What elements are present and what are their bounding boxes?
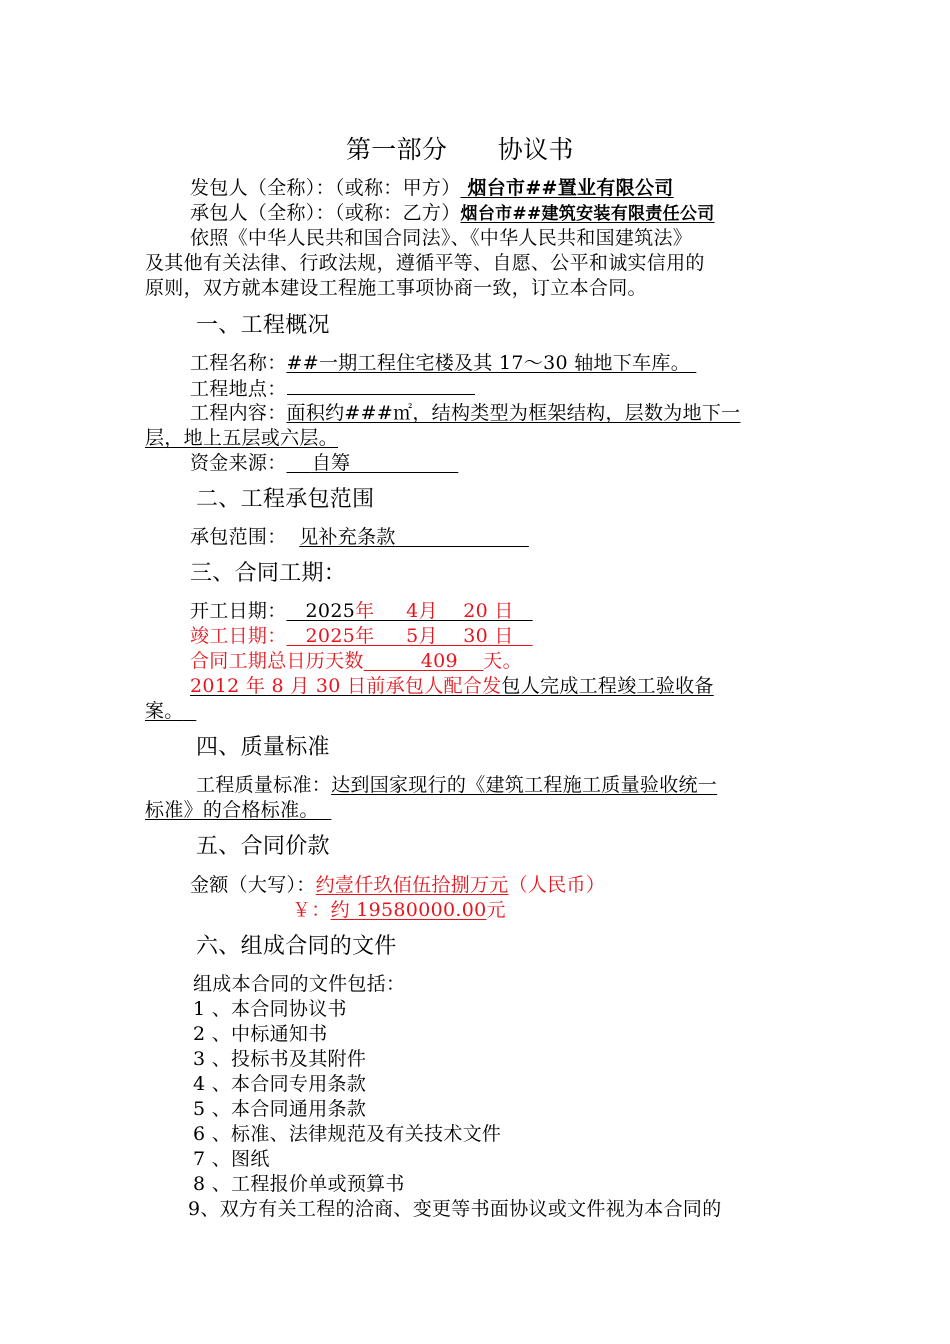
- section-3-heading: 三、合同工期：: [190, 561, 347, 586]
- contractor-name: 烟台市##建筑安装有限责任公司: [460, 204, 715, 224]
- amount-label: 金额（大写）：: [190, 874, 316, 896]
- total-days-value: 409: [420, 650, 458, 672]
- quality-line-1: [196, 773, 717, 797]
- start-date-value: 2025年 4月 20 日: [305, 600, 514, 622]
- contractor-line: [190, 201, 715, 226]
- yen-label: ￥：: [292, 899, 331, 921]
- funding-line: [190, 451, 458, 475]
- funding-value: 自筹: [311, 452, 351, 474]
- project-content-line-1: [190, 401, 740, 425]
- acceptance-text: 包人完成工程竣工验收备: [501, 675, 714, 697]
- employer-line: [190, 176, 674, 200]
- section-1-heading: 一、工程概况: [196, 313, 330, 338]
- section-5-heading: 五、合同价款: [196, 834, 330, 859]
- document-item: 1 、本合同协议书: [193, 998, 347, 1020]
- start-date-line: [190, 599, 533, 623]
- employer-label: 发包人（全称）：（或称：甲方）: [190, 177, 461, 199]
- end-date-value: 2025年 5月 30 日: [305, 625, 514, 647]
- scope-line: [190, 525, 529, 549]
- acceptance-line-1: [190, 674, 714, 698]
- document-item: 5 、本合同通用条款: [193, 1098, 367, 1120]
- total-days-unit: 天。: [483, 650, 522, 672]
- document-item: 8 、工程报价单或预算书: [193, 1173, 405, 1195]
- document-item: 9、双方有关工程的洽商、变更等书面协议或文件视为本合同的: [188, 1198, 722, 1220]
- end-date-label: 竣工日期：: [190, 625, 287, 647]
- document-item: 2 、中标通知书: [193, 1023, 328, 1045]
- project-location-line: [190, 376, 475, 401]
- amount-figure-line: [292, 898, 506, 922]
- acceptance-line-2: 案。: [145, 700, 184, 722]
- currency-label: （人民币）: [508, 874, 606, 896]
- amount-figure-unit: 元: [486, 899, 506, 921]
- project-location-label: 工程地点：: [190, 378, 287, 400]
- project-name-label: 工程名称：: [190, 352, 287, 374]
- section-6-heading: 六、组成合同的文件: [196, 934, 397, 959]
- section-4-heading: 四、质量标准: [196, 735, 330, 760]
- amount-words: 约壹仟玖佰伍拾捌万元: [315, 874, 509, 896]
- end-date-line: [190, 624, 533, 648]
- employer-name: 烟台市##置业有限公司: [467, 177, 674, 199]
- amount-figure: 约 19580000.00: [330, 899, 487, 921]
- total-days-label: 合同工期总日历天数: [190, 650, 364, 672]
- section-2-heading: 二、工程承包范围: [196, 487, 375, 512]
- project-location-blank: [287, 376, 475, 395]
- amount-words-line: [190, 873, 605, 897]
- acceptance-date: 2012 年 8 月 30 日前承包人配合发: [190, 675, 502, 697]
- intro-line-2: 及其他有关法律、行政法规，遵循平等、自愿、公平和诚实信用的: [145, 252, 705, 274]
- start-date-label: 开工日期：: [190, 600, 287, 622]
- intro-line-3: 原则，双方就本建设工程施工事项协商一致，订立本合同。: [145, 277, 647, 299]
- project-content-value: 面积约###㎡，结构类型为框架结构，层数为地下一: [286, 402, 741, 424]
- quality-label: 工程质量标准：: [196, 774, 332, 796]
- quality-value: 达到国家现行的《建筑工程施工质量验收统一: [331, 774, 718, 796]
- document-item: 7 、图纸: [193, 1148, 270, 1170]
- project-content-label: 工程内容：: [190, 402, 287, 424]
- contractor-label: 承包人（全称）：（或称：乙方）: [190, 202, 461, 224]
- quality-line-2: 标准》的合格标准。: [145, 799, 319, 821]
- project-name-line: [190, 351, 696, 375]
- document-item: 4 、本合同专用条款: [193, 1073, 367, 1095]
- project-name-value: ##一期工程住宅楼及其 17～30 轴地下车库。: [286, 352, 690, 374]
- intro-line-1: 依照《中华人民共和国合同法》、《中华人民共和国建筑法》: [190, 227, 693, 249]
- page-title: 第一部分 协议书: [346, 135, 574, 164]
- documents-intro: 组成本合同的文件包括：: [193, 973, 406, 995]
- project-content-line-2: 层，地上五层或六层。: [145, 427, 339, 449]
- document-item: 3 、投标书及其附件: [193, 1048, 367, 1070]
- document-item: 6 、标准、法律规范及有关技术文件: [193, 1123, 502, 1145]
- total-days-line: [190, 649, 522, 673]
- scope-label: 承包范围：: [190, 526, 287, 548]
- funding-label: 资金来源：: [190, 452, 287, 474]
- scope-value: 见补充条款: [299, 526, 396, 548]
